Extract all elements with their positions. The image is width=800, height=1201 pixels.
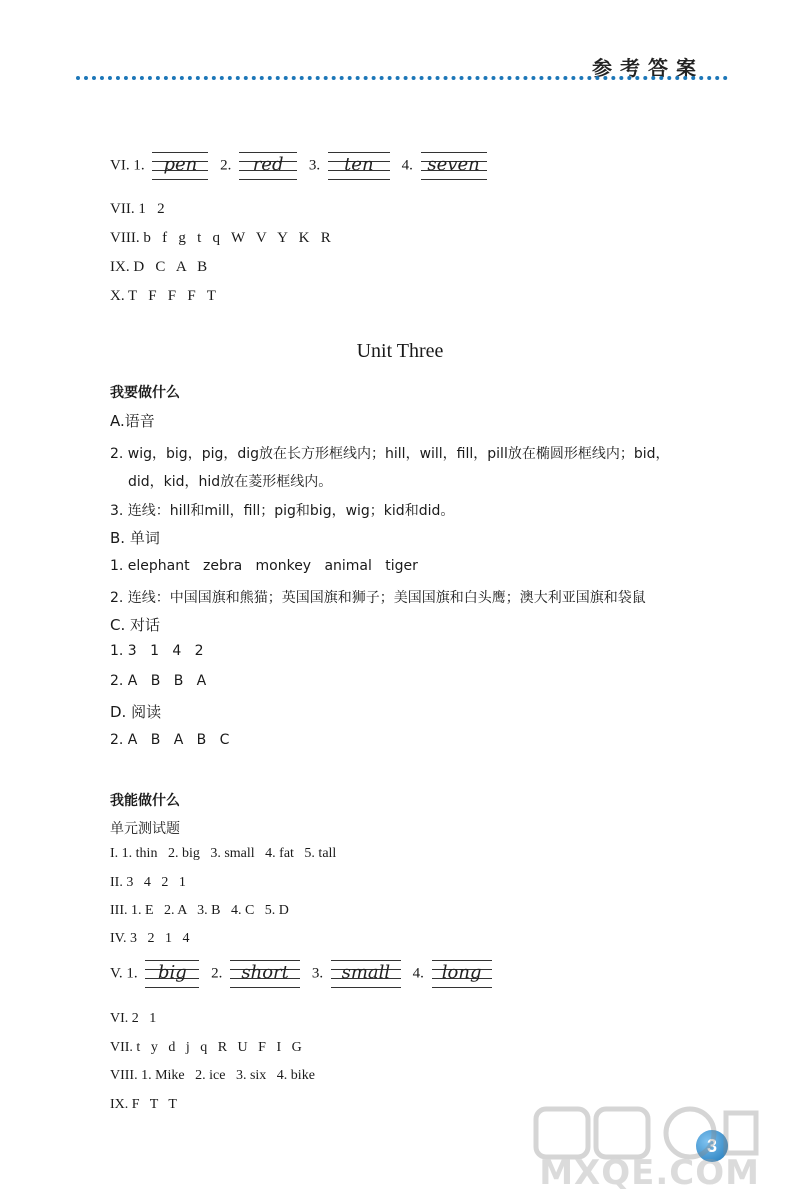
- page-number-badge: 3: [696, 1130, 728, 1162]
- item-number: 3.: [311, 965, 324, 982]
- sub-heading-a: A.语音: [110, 412, 155, 430]
- a2-line2: did，kid，hid放在菱形框线内。: [128, 474, 333, 490]
- viii-answer: VIII. b f g t q W V Y K R: [110, 230, 331, 246]
- ix-answer: IX. D C A B: [110, 259, 208, 275]
- handwriting-staff: [421, 150, 487, 182]
- b1-line: 1. elephant zebra monkey animal tiger: [110, 558, 418, 574]
- handwritten-word: small: [341, 962, 391, 983]
- unit-test-title: 单元测试题: [110, 821, 180, 837]
- sub-heading-c: C. 对话: [110, 616, 161, 634]
- section-heading-what-to-do: 我要做什么: [110, 385, 180, 401]
- a3-line: 3. 连线：hill和mill，fill；pig和big，wig；kid和did。: [110, 503, 455, 519]
- handwritten-word: big: [158, 962, 187, 983]
- sub-heading-d: D. 阅读: [110, 703, 162, 721]
- b2-line: 2. 连线：中国国旗和熊猫；英国国旗和狮子；美国国旗和白头鹰；澳大利亚国旗和袋鼠: [110, 590, 646, 606]
- handwriting-staff: [239, 150, 297, 182]
- vi-line: [110, 150, 495, 182]
- viii-answer-2: VIII. 1. Mike 2. ice 3. six 4. bike: [110, 1068, 315, 1083]
- handwritten-word: short: [241, 962, 289, 983]
- d2-line: 2. A B A B C: [110, 732, 230, 748]
- unit-title: Unit Three: [356, 340, 444, 362]
- handwriting-staff: [230, 958, 300, 990]
- iv-answer: IV. 3 2 1 4: [110, 931, 190, 946]
- item-number: 2.: [211, 965, 223, 982]
- c2-line: 2. A B B A: [110, 673, 207, 689]
- handwriting-staff: [432, 958, 492, 990]
- ix-answer-2: IX. F T T: [110, 1097, 177, 1112]
- handwritten-word: ten: [344, 154, 374, 175]
- watermark-logo: [530, 1103, 770, 1193]
- handwriting-staff: [328, 150, 390, 182]
- handwriting-staff: [331, 958, 401, 990]
- handwriting-staff: [145, 958, 199, 990]
- iii-answer: III. 1. E 2. A 3. B 4. C 5. D: [110, 903, 289, 918]
- item-number: 4.: [401, 157, 413, 174]
- ii-answer: II. 3 4 2 1: [110, 875, 186, 890]
- c1-line: 1. 3 1 4 2: [110, 643, 204, 659]
- vii-answer-2: VII. t y d j q R U F I G: [110, 1040, 302, 1055]
- i-answer: I. 1. thin 2. big 3. small 4. fat 5. tall: [110, 846, 337, 861]
- item-number: 4.: [412, 965, 424, 982]
- header-title: 参考答案: [592, 56, 704, 80]
- handwritten-word: seven: [427, 154, 480, 175]
- vii-answer: VII. 1 2: [110, 201, 165, 217]
- handwritten-word: long: [441, 962, 482, 983]
- watermark-text: MXQE.COM: [539, 1153, 760, 1193]
- handwritten-word: red: [252, 154, 284, 175]
- vi-answer-2: VI. 2 1: [110, 1011, 157, 1026]
- item-number: 2.: [220, 157, 232, 174]
- handwritten-word: pen: [163, 154, 198, 175]
- x-answer: X. T F F F T: [110, 288, 216, 304]
- handwriting-staff: [152, 150, 208, 182]
- header-dotted-rule: [76, 76, 728, 80]
- item-number: 3.: [308, 157, 321, 174]
- sub-heading-b: B. 单词: [110, 529, 160, 547]
- v-label: V. 1.: [110, 965, 138, 982]
- a2-line1: 2. wig，big，pig，dig放在长方形框线内；hill，will，fill，pill放在椭圆形框线内；bid，: [110, 446, 670, 462]
- vi-label: VI. 1.: [110, 157, 145, 174]
- section-heading-what-can-do: 我能做什么: [110, 793, 180, 809]
- v-line: [110, 958, 500, 990]
